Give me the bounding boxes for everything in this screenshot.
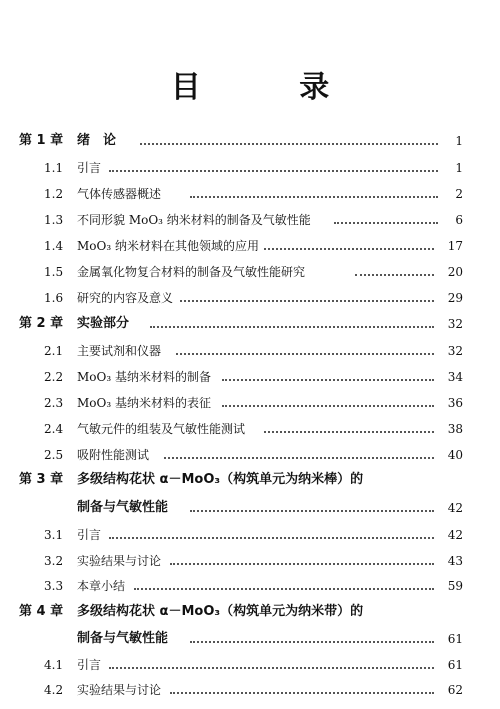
dot-leader: [264, 431, 434, 433]
toc-section-3-1[interactable]: [0, 518, 500, 542]
toc-section-2-1[interactable]: [0, 334, 500, 358]
dot-leader: [190, 510, 434, 512]
page-number: 6: [455, 213, 463, 227]
page-number: 1: [455, 161, 463, 175]
toc-section-2-4[interactable]: [0, 412, 500, 436]
toc-section-1-5[interactable]: [0, 255, 500, 279]
dot-leader: [190, 196, 438, 198]
section-title: 实验结果与讨论: [77, 554, 162, 568]
page-number: 42: [447, 528, 463, 542]
page-number: 38: [447, 422, 463, 436]
section-title: 吸附性能测试: [77, 448, 150, 462]
toc-section-1-6[interactable]: [0, 281, 500, 305]
page-number: 62: [447, 683, 463, 697]
toc-section-2-2[interactable]: [0, 360, 500, 384]
page-number: 29: [447, 291, 463, 305]
dot-leader: [109, 667, 434, 669]
section-title: 引言: [77, 658, 102, 672]
chapter-title-cont: 制备与气敏性能: [77, 631, 169, 646]
page-number: 36: [447, 396, 463, 410]
page-number: 61: [447, 632, 463, 646]
dot-leader: [334, 222, 438, 224]
section-title: MoO₃ 纳米材料在其他领域的应用: [77, 239, 259, 253]
section-number: 2.3: [44, 396, 64, 410]
section-number: 1.3: [44, 213, 64, 227]
section-title: 本章小结: [77, 579, 126, 593]
toc-section-1-4[interactable]: [0, 229, 500, 253]
section-title: MoO₃ 基纳米材料的制备: [77, 370, 211, 384]
dot-leader: [164, 457, 434, 459]
toc-section-1-2[interactable]: [0, 177, 500, 201]
section-number: 3.2: [44, 554, 64, 568]
toc-section-2-3[interactable]: [0, 386, 500, 410]
chapter-title-cont: 制备与气敏性能: [77, 500, 169, 515]
section-number: 2.5: [44, 448, 64, 462]
dot-leader: [170, 692, 434, 694]
page-number: 59: [447, 579, 463, 593]
toc-chapter-2[interactable]: [0, 307, 500, 331]
chapter-title: 多级结构花状 α－MoO₃（构筑单元为纳米棒）的: [77, 472, 364, 487]
toc-chapter-1[interactable]: [0, 124, 500, 148]
section-title: 引言: [77, 528, 102, 542]
dot-leader: [222, 379, 434, 381]
dot-leader: [180, 300, 434, 302]
toc-chapter-3[interactable]: [0, 463, 500, 487]
toc-chapter-3-cont[interactable]: [0, 491, 500, 515]
section-title: 气体传感器概述: [77, 187, 162, 201]
dot-leader: [109, 170, 438, 172]
chapter-number: 第 3 章: [19, 472, 64, 487]
dot-leader: [134, 588, 434, 590]
page-number: 40: [447, 448, 463, 462]
chapter-title: 多级结构花状 α－MoO₃（构筑单元为纳米带）的: [77, 604, 364, 619]
dot-leader: [170, 563, 434, 565]
dot-leader: [109, 537, 434, 539]
section-number: 2.2: [44, 370, 64, 384]
page-number: 32: [447, 317, 463, 331]
dot-leader: [140, 143, 438, 145]
section-number: 1.1: [44, 161, 64, 175]
chapter-number: 第 2 章: [19, 316, 64, 331]
toc-chapter-4-cont[interactable]: [0, 622, 500, 646]
dot-leader: [355, 274, 434, 276]
section-number: 2.1: [44, 344, 64, 358]
section-title: MoO₃ 基纳米材料的表征: [77, 396, 211, 410]
toc-chapter-4[interactable]: [0, 595, 500, 619]
dot-leader: [150, 326, 434, 328]
dot-leader: [176, 353, 434, 355]
dot-leader: [222, 405, 434, 407]
toc-section-2-5[interactable]: [0, 438, 500, 462]
section-number: 4.2: [44, 683, 64, 697]
page-number: 34: [447, 370, 463, 384]
toc-section-4-2[interactable]: [0, 673, 500, 697]
section-title: 不同形貌 MoO₃ 纳米材料的制备及气敏性能: [77, 213, 311, 227]
toc-section-4-1[interactable]: [0, 648, 500, 672]
section-number: 2.4: [44, 422, 64, 436]
chapter-number: 第 1 章: [19, 133, 64, 148]
section-title: 引言: [77, 161, 102, 175]
page-number: 17: [447, 239, 463, 253]
section-number: 3.3: [44, 579, 64, 593]
toc-section-3-2[interactable]: [0, 544, 500, 568]
section-title: 研究的内容及意义: [77, 291, 174, 305]
section-number: 1.6: [44, 291, 64, 305]
page-number: 1: [455, 134, 463, 148]
section-number: 1.5: [44, 265, 64, 279]
page-number: 20: [447, 265, 463, 279]
chapter-title: 绪 论: [77, 133, 117, 148]
chapter-title: 实验部分: [77, 316, 130, 331]
page-title: 目 录: [170, 70, 374, 105]
section-number: 3.1: [44, 528, 64, 542]
page-number: 43: [447, 554, 463, 568]
chapter-number: 第 4 章: [19, 604, 64, 619]
toc-section-3-3[interactable]: [0, 569, 500, 593]
section-number: 4.1: [44, 658, 64, 672]
toc-section-1-1[interactable]: [0, 151, 500, 175]
page-number: 42: [447, 501, 463, 515]
section-title: 金属氧化物复合材料的制备及气敏性能研究: [77, 265, 306, 279]
section-title: 主要试剂和仪器: [77, 344, 162, 358]
page-number: 32: [447, 344, 463, 358]
toc-section-1-3[interactable]: [0, 203, 500, 227]
dot-leader: [264, 248, 434, 250]
section-number: 1.2: [44, 187, 64, 201]
section-number: 1.4: [44, 239, 64, 253]
dot-leader: [190, 641, 434, 643]
section-title: 实验结果与讨论: [77, 683, 162, 697]
page-number: 61: [447, 658, 463, 672]
section-title: 气敏元件的组装及气敏性能测试: [77, 422, 246, 436]
page-number: 2: [455, 187, 463, 201]
